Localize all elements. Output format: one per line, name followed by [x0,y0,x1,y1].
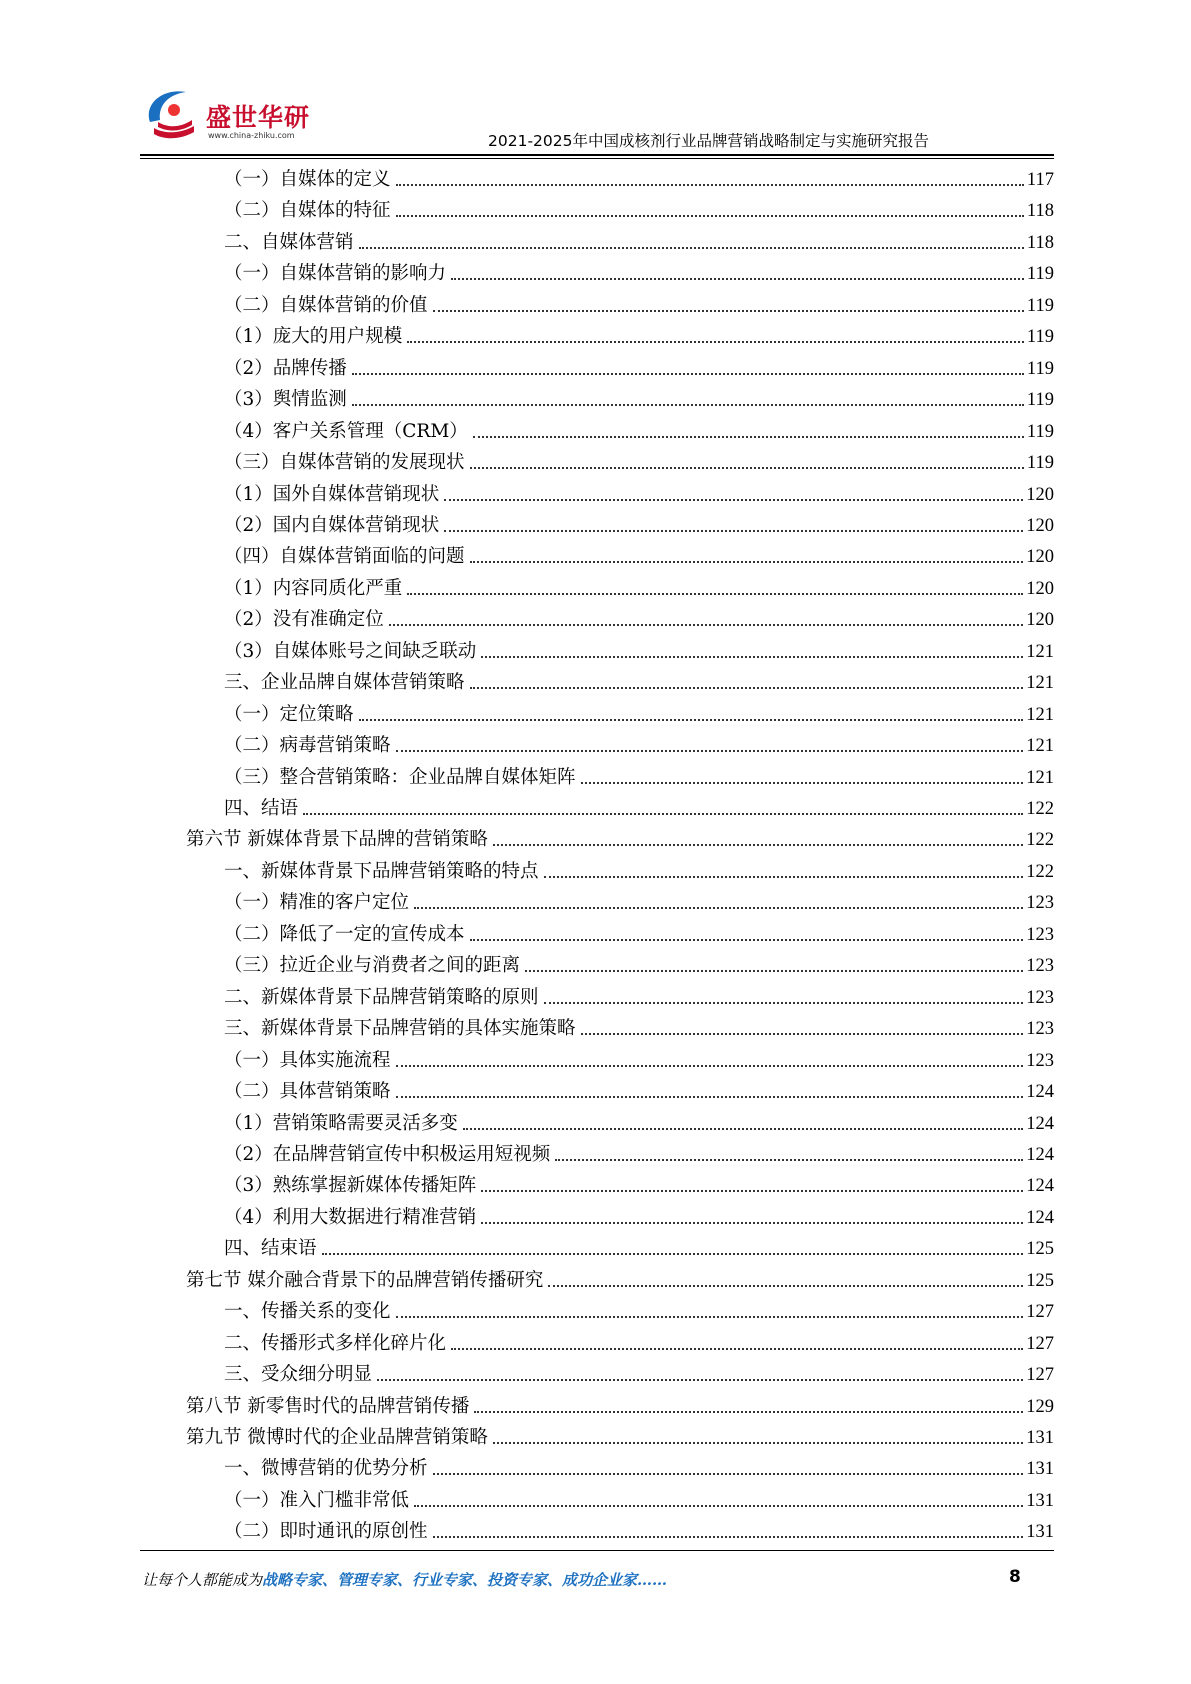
toc-entry[interactable] [224,160,1054,191]
toc-dot-leader [433,1535,1024,1538]
toc-entry-page: 121 [1026,704,1054,725]
toc-entry-title: 二、传播形式多样化碎片化 [224,1332,447,1354]
toc-entry-page: 121 [1026,767,1054,788]
toc-entry-page: 131 [1026,1522,1054,1543]
toc-entry-title: （四）自媒体营销面临的问题 [224,546,465,568]
toc-entry-title: 三、企业品牌自媒体营销策略 [224,672,465,694]
toc-dot-leader [451,1347,1023,1350]
toc-entry[interactable] [224,537,1054,568]
toc-dot-leader [470,560,1024,563]
toc-entry-page: 119 [1026,390,1054,411]
toc-entry-title: （二）即时通讯的原创性 [224,1521,428,1543]
toc-entry[interactable] [224,317,1054,348]
toc-entry-title: （2）国内自媒体营销现状 [224,514,440,536]
toc-dot-leader [481,655,1023,658]
toc-entry-page: 127 [1026,1302,1054,1323]
toc-entry[interactable] [224,1198,1054,1229]
toc-dot-leader [548,1284,1023,1287]
toc-dot-leader [396,183,1024,186]
toc-entry-page: 122 [1026,861,1054,882]
toc-entry-title: （3）熟练掌握新媒体传播矩阵 [224,1175,477,1197]
header-divider-thin [140,158,1054,159]
toc-entry[interactable] [186,1387,1054,1418]
toc-entry-title: （1）内容同质化严重 [224,577,403,599]
toc-entry[interactable] [224,1104,1054,1135]
toc-dot-leader [493,843,1023,846]
toc-entry-page: 124 [1026,1176,1054,1197]
toc-entry-page: 131 [1026,1428,1054,1448]
toc-entry-page: 124 [1026,1207,1054,1228]
toc-entry-title: （二）自媒体营销的价值 [224,294,428,316]
toc-dot-leader [389,623,1023,626]
toc-entry-title: 第八节 新零售时代的品牌营销传播 [186,1395,470,1417]
toc-entry-page: 123 [1026,956,1054,977]
page-number: 8 [1009,1567,1021,1587]
toc-entry[interactable] [224,632,1054,663]
toc-entry-page: 118 [1026,232,1054,253]
toc-entry-title: （2）品牌传播 [224,357,347,379]
toc-entry-title: （3）自媒体账号之间缺乏联动 [224,640,477,662]
toc-entry-title: 二、自媒体营销 [224,231,354,253]
toc-entry[interactable] [224,1481,1054,1512]
toc-entry-title: （2）没有准确定位 [224,609,384,631]
toc-entry-title: 二、新媒体背景下品牌营销策略的原则 [224,986,539,1008]
toc-entry-title: （一）定位策略 [224,703,354,725]
toc-dot-leader [463,1127,1023,1130]
toc-dot-leader [303,812,1023,815]
toc-dot-leader [396,214,1024,217]
toc-entry-page: 131 [1026,1490,1054,1511]
toc-entry[interactable] [224,1449,1054,1480]
toc-entry-page: 131 [1026,1459,1054,1480]
toc-entry-title: （3）舆情监测 [224,389,347,411]
toc-entry[interactable] [224,1229,1054,1260]
toc-dot-leader [359,718,1024,721]
toc-entry-title: （二）降低了一定的宣传成本 [224,923,465,945]
footer-divider [140,1550,1054,1551]
toc-entry-title: （三）拉近企业与消费者之间的距离 [224,955,521,977]
toc-entry[interactable] [224,1072,1054,1103]
logo-name: 盛世华研 [206,103,311,132]
toc-entry[interactable] [224,1324,1054,1355]
toc-entry-title: 第七节 媒介融合背景下的品牌营销传播研究 [186,1269,544,1291]
toc-entry[interactable] [224,475,1054,506]
toc-dot-leader [451,277,1024,280]
toc-entry[interactable] [224,600,1054,631]
toc-dot-leader [581,1032,1024,1035]
toc-entry-title: （一）自媒体的定义 [224,169,391,190]
toc-dot-leader [544,875,1024,878]
toc-dot-leader [470,938,1024,941]
header-divider [140,154,1054,156]
toc-entry-page: 120 [1026,484,1054,505]
toc-entry-page: 123 [1026,987,1054,1008]
toc-dot-leader [470,466,1024,469]
toc-entry-title: （1）营销策略需要灵活多变 [224,1112,458,1134]
toc-entry-title: 四、结语 [224,798,299,819]
toc-entry-title: 一、新媒体背景下品牌营销策略的特点 [224,860,539,882]
toc-entry-title: （4）利用大数据进行精准营销 [224,1206,477,1228]
toc-dot-leader [444,498,1023,501]
toc-entry-page: 119 [1026,327,1054,348]
logo-emblem-icon [140,82,206,148]
toc-entry-page: 124 [1026,1144,1054,1165]
toc-entry[interactable] [224,254,1054,285]
logo-url: www.china-zhiku.com [208,131,295,140]
toc-entry-title: （4）客户关系管理（CRM） [224,420,468,442]
toc-dot-leader [474,1410,1023,1413]
toc-dot-leader [481,1189,1023,1192]
toc-entry-title: （二）病毒营销策略 [224,735,391,757]
toc-entry-title: （一）自媒体营销的影响力 [224,263,447,285]
toc-entry[interactable] [224,789,1054,820]
toc-entry[interactable] [224,349,1054,380]
toc-entry[interactable] [224,726,1054,757]
toc-entry-page: 127 [1026,1365,1054,1386]
toc-entry-page: 119 [1026,453,1054,474]
toc-entry-page: 122 [1026,830,1054,851]
toc-entry[interactable] [224,412,1054,443]
toc-entry-title: 三、受众细分明显 [224,1364,373,1386]
toc-entry[interactable] [224,978,1054,1009]
toc-dot-leader [414,1504,1023,1507]
toc-entry-title: 四、结束语 [224,1238,317,1260]
footer-slogan [142,1569,667,1590]
toc-dot-leader [433,1472,1024,1475]
toc-entry[interactable] [224,1135,1054,1166]
toc-entry-title: 第九节 微博时代的企业品牌营销策略 [186,1427,488,1448]
toc-dot-leader [473,435,1024,438]
toc-entry[interactable] [224,915,1054,946]
toc-entry[interactable] [186,820,1054,851]
toc-dot-leader [414,906,1023,909]
toc-entry-page: 120 [1026,578,1054,599]
toc-entry-page: 118 [1026,201,1054,222]
toc-entry[interactable] [224,695,1054,726]
toc-entry-page: 119 [1026,295,1054,316]
toc-dot-leader [396,1064,1024,1067]
report-title: 2021-2025年中国成核剂行业品牌营销战略制定与实施研究报告 [488,132,929,150]
toc-entry[interactable] [224,883,1054,914]
toc-entry-page: 121 [1026,641,1054,662]
toc-entry-page: 123 [1026,924,1054,945]
toc-entry-page: 127 [1026,1333,1054,1354]
toc-entry-title: 一、微博营销的优势分析 [224,1458,428,1480]
toc-entry-page: 120 [1026,547,1054,568]
toc-entry-page: 120 [1026,515,1054,536]
toc-dot-leader [396,1095,1024,1098]
toc-entry-page: 129 [1026,1396,1054,1417]
toc-dot-leader [377,1378,1023,1381]
toc-dot-leader [396,749,1024,752]
toc-dot-leader [470,686,1024,689]
toc-entry-title: （一）具体实施流程 [224,1049,391,1071]
toc-dot-leader [581,781,1024,784]
toc-entry-title: 一、传播关系的变化 [224,1301,391,1323]
toc-entry-page: 125 [1026,1239,1054,1260]
toc-dot-leader [322,1252,1024,1255]
toc-entry-page: 123 [1026,893,1054,914]
toc-entry[interactable] [224,223,1054,254]
toc-entry-title: （1）庞大的用户规模 [224,326,403,348]
toc-entry-title: （1）国外自媒体营销现状 [224,483,440,505]
toc-entry[interactable] [186,1261,1054,1292]
toc-entry[interactable] [186,1418,1054,1449]
toc-dot-leader [525,969,1023,972]
toc-entry-page: 119 [1026,358,1054,379]
toc-entry-page: 125 [1026,1270,1054,1291]
toc-entry[interactable] [224,946,1054,977]
toc-entry[interactable] [224,191,1054,222]
toc-dot-leader [544,1001,1024,1004]
toc-entry-page: 121 [1026,736,1054,757]
toc-entry-title: （三）整合营销策略：企业品牌自媒体矩阵 [224,766,576,788]
toc-entry[interactable] [224,380,1054,411]
toc-dot-leader [555,1158,1023,1161]
slogan-highlight: 战略专家、管理专家、行业专家、投资专家、成功企业家…… [262,1571,668,1589]
toc-entry[interactable] [224,443,1054,474]
toc-dot-leader [396,1315,1024,1318]
toc-entry-page: 122 [1026,799,1054,819]
toc-entry[interactable] [224,663,1054,694]
toc-entry[interactable] [224,1512,1054,1543]
toc-dot-leader [433,309,1024,312]
toc-entry-page: 119 [1026,264,1054,285]
toc-entry[interactable] [224,1166,1054,1197]
toc-entry-page: 117 [1026,170,1054,190]
toc-entry-title: 三、新媒体背景下品牌营销的具体实施策略 [224,1018,576,1040]
toc-entry-page: 121 [1026,673,1054,694]
toc-entry[interactable] [224,758,1054,789]
toc-entry-title: （一）精准的客户定位 [224,892,410,914]
company-logo [140,82,320,152]
toc-entry-title: 第六节 新媒体背景下品牌的营销策略 [186,829,488,851]
toc-dot-leader [493,1441,1023,1444]
toc-entry[interactable] [224,1009,1054,1040]
toc-entry-title: （三）自媒体营销的发展现状 [224,452,465,474]
toc-entry-page: 124 [1026,1082,1054,1103]
toc-entry[interactable] [224,852,1054,883]
toc-entry-page: 124 [1026,1113,1054,1134]
toc-entry-title: （2）在品牌营销宣传中积极运用短视频 [224,1143,551,1165]
toc-dot-leader [444,529,1023,532]
toc-entry[interactable] [224,506,1054,537]
toc-dot-leader [352,372,1024,375]
toc-entry-title: （二）自媒体的特征 [224,200,391,222]
toc-entry-title: （一）准入门槛非常低 [224,1489,410,1511]
toc-entry-title: （二）具体营销策略 [224,1081,391,1103]
toc-dot-leader [352,403,1024,406]
toc-dot-leader [359,246,1024,249]
toc-entry-page: 123 [1026,1050,1054,1071]
slogan-prefix: 让每个人都能成为 [142,1571,263,1589]
toc-dot-leader [407,592,1023,595]
toc-entry[interactable] [224,1041,1054,1072]
toc-entry[interactable] [224,569,1054,600]
toc-entry-page: 120 [1026,610,1054,631]
toc-dot-leader [481,1221,1023,1224]
toc-entry-page: 123 [1026,1019,1054,1040]
toc-entry[interactable] [224,1355,1054,1386]
toc-entry-page: 119 [1026,421,1054,442]
toc-dot-leader [407,340,1024,343]
toc-entry[interactable] [224,1292,1054,1323]
toc-entry[interactable] [224,286,1054,317]
